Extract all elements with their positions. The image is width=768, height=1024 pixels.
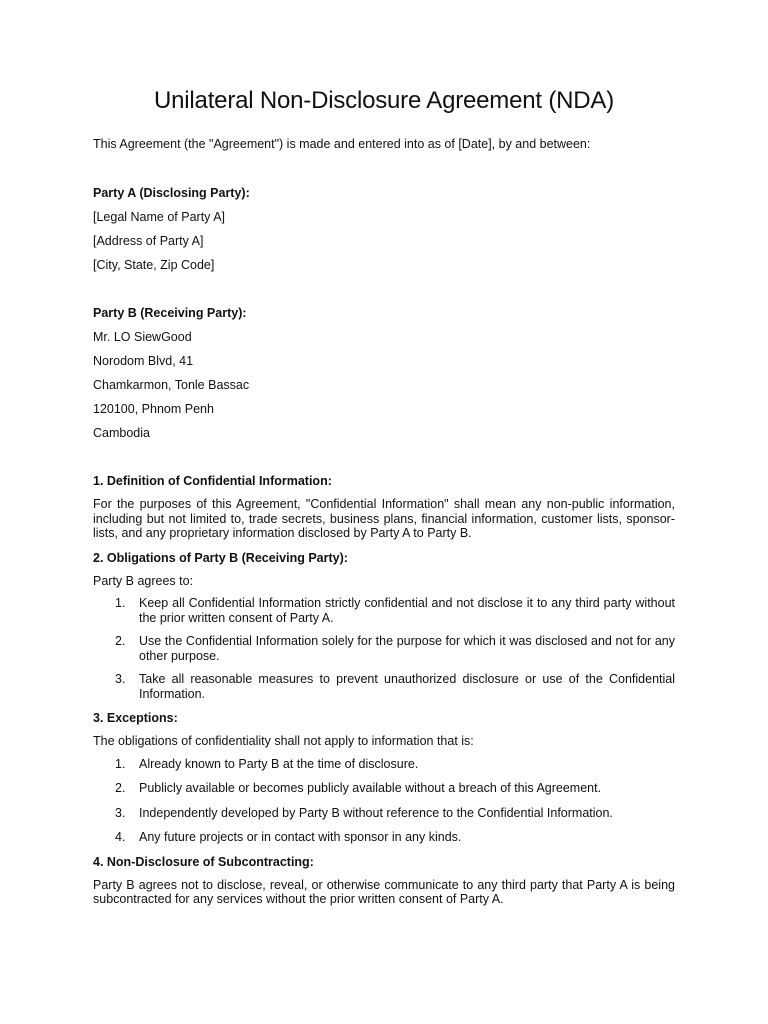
list-item — [93, 596, 675, 625]
party-a-line: [City, State, Zip Code] — [93, 258, 215, 272]
document-title: Unilateral Non-Disclosure Agreement (NDA) — [154, 87, 614, 114]
party-b-line: 120100, Phnom Penh — [93, 402, 214, 416]
party-a-line: [Address of Party A] — [93, 234, 204, 248]
list-item — [93, 806, 675, 821]
section-obligations — [93, 550, 675, 702]
list-item-text: Already known to Party B at the time of disclosure. — [139, 756, 419, 771]
party-b-line: Chamkarmon, Tonle Bassac — [93, 378, 250, 392]
list-item-text: Publicly available or becomes publicly available without a breach of this Agreement. — [139, 781, 602, 795]
list-item-number: 3. — [115, 805, 126, 820]
section-exceptions — [93, 710, 675, 845]
list-item-number: 3. — [115, 672, 126, 686]
list-item-text: Any future projects or in contact with sponsor in any kinds. — [139, 830, 462, 844]
list-item-text: Independently developed by Party B without reference to the Confidential Information. — [139, 805, 613, 820]
party-a-line: [Legal Name of Party A] — [93, 210, 226, 224]
party-b-block — [93, 305, 675, 441]
list-item-text: Use the Confidential Information solely for the purpose for which it was disclosed and not for any other purpose. — [139, 634, 675, 663]
list-item-number: 4. — [115, 830, 126, 844]
section-paragraph: Party B agrees not to disclose, reveal, or otherwise communicate to any third party that Party A is being subcontracted for any services without the prior written consent of Party A. — [93, 877, 675, 906]
exceptions-list — [93, 757, 675, 845]
list-item-number: 1. — [115, 596, 126, 610]
list-item-number: 1. — [115, 756, 126, 771]
party-b-line: Cambodia — [93, 426, 150, 440]
section-paragraph: The obligations of confidentiality shall not apply to information that is: — [93, 734, 474, 748]
list-item-text: Take all reasonable measures to prevent unauthorized disclosure or use of the Confidential Information. — [139, 672, 675, 701]
list-item — [93, 830, 675, 845]
intro-paragraph: This Agreement (the "Agreement") is made and entered into as of [Date], by and between: — [93, 137, 591, 151]
party-a-block — [93, 185, 675, 273]
list-item — [93, 634, 675, 663]
list-item — [93, 672, 675, 701]
party-b-line: Norodom Blvd, 41 — [93, 354, 194, 368]
section-paragraph: For the purposes of this Agreement, "Confidential Information" shall mean any non-public information, including but not limited to, trade secrets, business plans, financial information, customer lists, sponsor-lists, and any proprietary information disclosed by Party A to Party B. — [93, 497, 675, 540]
list-item-text: Keep all Confidential Information strictly confidential and not disclose it to any third party without the prior written consent of Party A. — [139, 596, 675, 625]
section-heading: 2. Obligations of Party B (Receiving Party): — [93, 550, 348, 565]
party-a-heading: Party A (Disclosing Party): — [93, 186, 250, 200]
obligations-list — [93, 596, 675, 701]
section-paragraph: Party B agrees to: — [93, 573, 194, 588]
list-item — [93, 757, 675, 772]
section-heading: 4. Non-Disclosure of Subcontracting: — [93, 854, 314, 869]
section-heading: 1. Definition of Confidential Information: — [93, 474, 332, 488]
list-item-number: 2. — [115, 781, 126, 795]
list-item — [93, 781, 675, 796]
party-b-line: Mr. LO SiewGood — [93, 330, 192, 344]
section-definition — [93, 473, 675, 541]
section-subcontracting — [93, 854, 675, 907]
list-item-number: 2. — [115, 634, 126, 648]
party-b-heading: Party B (Receiving Party): — [93, 306, 247, 320]
section-heading: 3. Exceptions: — [93, 711, 178, 725]
